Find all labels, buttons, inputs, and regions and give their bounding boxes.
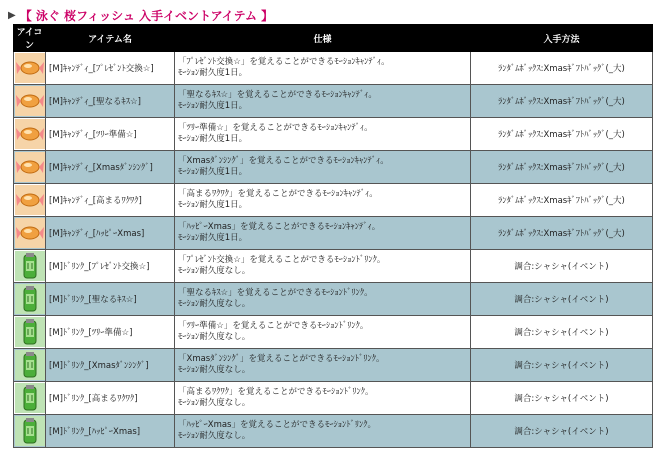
item-spec — [175, 151, 471, 184]
item-method: 調合:シャシャ(イベント) — [471, 283, 653, 316]
item-spec-line2: ﾓｰｼｮﾝ耐久度1日。 — [178, 167, 248, 177]
item-name: [M]ｷｬﾝﾃﾞｨ_[聖なるｷｽ☆] — [46, 85, 175, 118]
item-name: [M]ﾄﾞﾘﾝｸ_[ﾌﾟﾚｾﾞﾝﾄ交換☆] — [46, 250, 175, 283]
icon-cell — [14, 250, 46, 283]
table-row — [14, 85, 653, 118]
drink-icon — [14, 416, 45, 446]
item-spec-line2: ﾓｰｼｮﾝ耐久度なし。 — [178, 431, 251, 441]
item-method: ﾗﾝﾀﾞﾑﾎﾞｯｸｽ:Xmasｷﾞﾌﾄﾊﾞｯｸﾞ(_大) — [471, 151, 653, 184]
item-method: 調合:シャシャ(イベント) — [471, 382, 653, 415]
item-name: [M]ｷｬﾝﾃﾞｨ_[Xmasﾀﾞﾝｼﾝｸﾞ] — [46, 151, 175, 184]
item-spec — [175, 85, 471, 118]
item-name: [M]ﾄﾞﾘﾝｸ_[ﾊｯﾋﾟｰXmas] — [46, 415, 175, 448]
item-name: [M]ﾄﾞﾘﾝｸ_[高まるﾜｸﾜｸ] — [46, 382, 175, 415]
item-spec — [175, 184, 471, 217]
item-spec-line2: ﾓｰｼｮﾝ耐久度1日。 — [178, 101, 248, 111]
item-spec — [175, 52, 471, 85]
item-spec-line2: ﾓｰｼｮﾝ耐久度1日。 — [178, 134, 248, 144]
item-name: [M]ﾄﾞﾘﾝｸ_[ﾂﾘｰ準備☆] — [46, 316, 175, 349]
item-spec-line2: ﾓｰｼｮﾝ耐久度なし。 — [178, 299, 251, 309]
item-spec-line1: 「ﾂﾘｰ準備☆」を覚えることができるﾓｰｼｮﾝｷｬﾝﾃﾞｨ。 — [178, 123, 373, 133]
item-spec-line1: 「ﾊｯﾋﾟｰXmas」を覚えることができるﾓｰｼｮﾝｷｬﾝﾃﾞｨ。 — [178, 222, 381, 232]
icon-cell — [14, 118, 46, 151]
table-row — [14, 151, 653, 184]
item-spec-line2: ﾓｰｼｮﾝ耐久度1日。 — [178, 68, 248, 78]
candy-icon — [14, 218, 45, 248]
table-row — [14, 415, 653, 448]
table-row — [14, 217, 653, 250]
item-spec-line2: ﾓｰｼｮﾝ耐久度なし。 — [178, 332, 251, 342]
item-method: ﾗﾝﾀﾞﾑﾎﾞｯｸｽ:Xmasｷﾞﾌﾄﾊﾞｯｸﾞ(_大) — [471, 118, 653, 151]
item-method: ﾗﾝﾀﾞﾑﾎﾞｯｸｽ:Xmasｷﾞﾌﾄﾊﾞｯｸﾞ(_大) — [471, 52, 653, 85]
item-spec-line2: ﾓｰｼｮﾝ耐久度なし。 — [178, 365, 251, 375]
table-row — [14, 316, 653, 349]
icon-cell — [14, 151, 46, 184]
item-name: [M]ｷｬﾝﾃﾞｨ_[高まるﾜｸﾜｸ] — [46, 184, 175, 217]
item-spec-line1: 「ﾂﾘｰ準備☆」を覚えることができるﾓｰｼｮﾝﾄﾞﾘﾝｸ。 — [178, 321, 369, 331]
table-row — [14, 118, 653, 151]
item-spec — [175, 382, 471, 415]
drink-icon — [14, 317, 45, 347]
icon-cell — [14, 283, 46, 316]
candy-icon — [14, 152, 45, 182]
drink-icon — [14, 284, 45, 314]
icon-cell — [14, 349, 46, 382]
table-row — [14, 283, 653, 316]
header-spec: 仕様 — [175, 25, 471, 52]
item-spec-line1: 「ﾌﾟﾚｾﾞﾝﾄ交換☆」を覚えることができるﾓｰｼｮﾝﾄﾞﾘﾝｸ。 — [178, 255, 386, 265]
item-spec-line2: ﾓｰｼｮﾝ耐久度なし。 — [178, 266, 251, 276]
icon-cell — [14, 415, 46, 448]
item-spec-line2: ﾓｰｼｮﾝ耐久度1日。 — [178, 233, 248, 243]
item-spec-line1: 「聖なるｷｽ☆」を覚えることができるﾓｰｼｮﾝｷｬﾝﾃﾞｨ。 — [178, 90, 377, 100]
items-table — [13, 24, 653, 448]
candy-icon — [14, 119, 45, 149]
page-title-row — [8, 7, 273, 23]
icon-cell — [14, 217, 46, 250]
icon-cell — [14, 52, 46, 85]
item-spec-line1: 「高まるﾜｸﾜｸ」を覚えることができるﾓｰｼｮﾝﾄﾞﾘﾝｸ。 — [178, 387, 374, 397]
table-row — [14, 52, 653, 85]
icon-cell — [14, 316, 46, 349]
header-icon: アイコン — [14, 25, 46, 52]
item-name: [M]ｷｬﾝﾃﾞｨ_[ﾊｯﾋﾟｰXmas] — [46, 217, 175, 250]
table-row — [14, 250, 653, 283]
item-spec-line2: ﾓｰｼｮﾝ耐久度1日。 — [178, 200, 248, 210]
table-row — [14, 382, 653, 415]
icon-cell — [14, 85, 46, 118]
table-row — [14, 184, 653, 217]
item-spec-line1: 「聖なるｷｽ☆」を覚えることができるﾓｰｼｮﾝﾄﾞﾘﾝｸ。 — [178, 288, 373, 298]
page-title: 【 泳ぐ 桜フィッシュ 入手イベントアイテム 】 — [19, 8, 274, 23]
icon-cell — [14, 382, 46, 415]
header-name: アイテム名 — [46, 25, 175, 52]
triangle-bullet-icon: ▶ — [8, 9, 16, 21]
candy-icon — [14, 86, 45, 116]
icon-cell — [14, 184, 46, 217]
item-spec — [175, 316, 471, 349]
drink-icon — [14, 383, 45, 413]
table-header-row — [14, 25, 653, 52]
item-spec — [175, 415, 471, 448]
item-method: ﾗﾝﾀﾞﾑﾎﾞｯｸｽ:Xmasｷﾞﾌﾄﾊﾞｯｸﾞ(_大) — [471, 85, 653, 118]
item-name: [M]ﾄﾞﾘﾝｸ_[Xmasﾀﾞﾝｼﾝｸﾞ] — [46, 349, 175, 382]
item-method: ﾗﾝﾀﾞﾑﾎﾞｯｸｽ:Xmasｷﾞﾌﾄﾊﾞｯｸﾞ(_大) — [471, 217, 653, 250]
item-name: [M]ｷｬﾝﾃﾞｨ_[ﾂﾘｰ準備☆] — [46, 118, 175, 151]
item-spec-line1: 「Xmasﾀﾞﾝｼﾝｸﾞ」を覚えることができるﾓｰｼｮﾝｷｬﾝﾃﾞｨ。 — [178, 156, 389, 166]
item-method: 調合:シャシャ(イベント) — [471, 316, 653, 349]
item-name: [M]ﾄﾞﾘﾝｸ_[聖なるｷｽ☆] — [46, 283, 175, 316]
item-method: ﾗﾝﾀﾞﾑﾎﾞｯｸｽ:Xmasｷﾞﾌﾄﾊﾞｯｸﾞ(_大) — [471, 184, 653, 217]
drink-icon — [14, 350, 45, 380]
header-method: 入手方法 — [471, 25, 653, 52]
item-spec — [175, 283, 471, 316]
item-spec-line1: 「ﾊｯﾋﾟｰXmas」を覚えることができるﾓｰｼｮﾝﾄﾞﾘﾝｸ。 — [178, 420, 376, 430]
candy-icon — [14, 53, 45, 83]
item-spec — [175, 217, 471, 250]
item-method: 調合:シャシャ(イベント) — [471, 349, 653, 382]
item-spec-line2: ﾓｰｼｮﾝ耐久度なし。 — [178, 398, 251, 408]
item-name: [M]ｷｬﾝﾃﾞｨ_[ﾌﾟﾚｾﾞﾝﾄ交換☆] — [46, 52, 175, 85]
item-method: 調合:シャシャ(イベント) — [471, 250, 653, 283]
item-spec — [175, 118, 471, 151]
drink-icon — [14, 251, 45, 281]
item-spec-line1: 「ﾌﾟﾚｾﾞﾝﾄ交換☆」を覚えることができるﾓｰｼｮﾝｷｬﾝﾃﾞｨ。 — [178, 57, 390, 67]
item-spec-line1: 「高まるﾜｸﾜｸ」を覚えることができるﾓｰｼｮﾝｷｬﾝﾃﾞｨ。 — [178, 189, 378, 199]
table-row — [14, 349, 653, 382]
candy-icon — [14, 185, 45, 215]
item-method: 調合:シャシャ(イベント) — [471, 415, 653, 448]
item-spec-line1: 「Xmasﾀﾞﾝｼﾝｸﾞ」を覚えることができるﾓｰｼｮﾝﾄﾞﾘﾝｸ。 — [178, 354, 385, 364]
item-spec — [175, 250, 471, 283]
item-spec — [175, 349, 471, 382]
